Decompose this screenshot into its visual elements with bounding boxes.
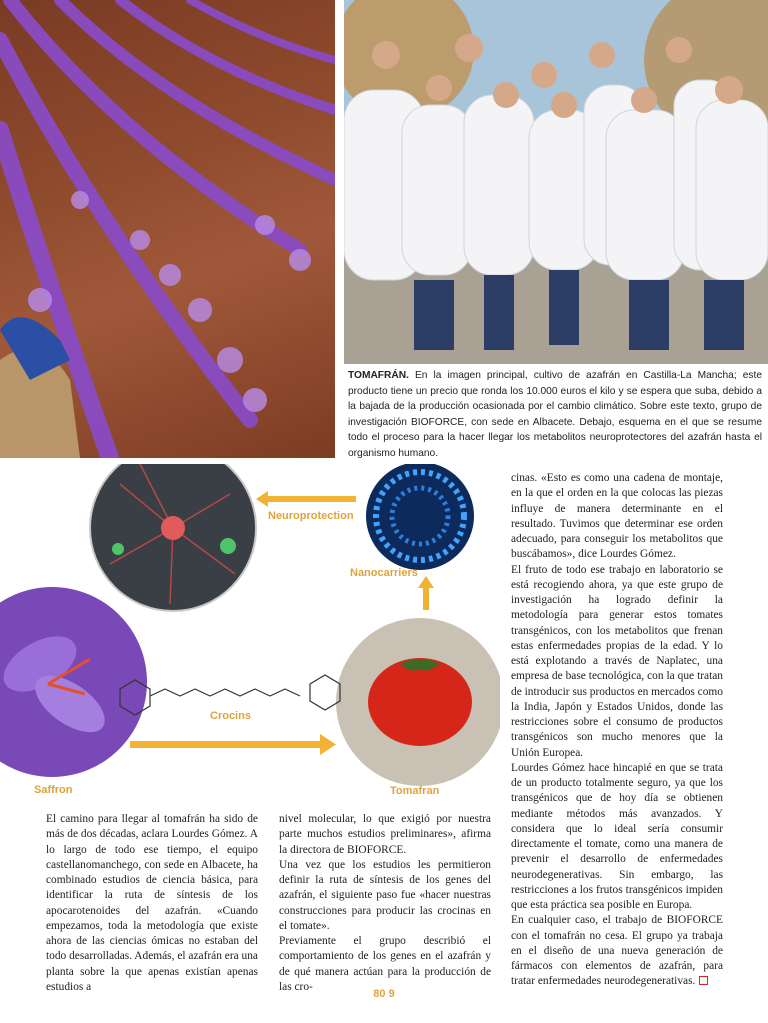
saffron-field-photo (0, 0, 335, 458)
col3-paragraph-4-text: En cualquier caso, el trabajo de BIOFORCE con el tomafrán no cesa. El grupo ya trabaja en el diseño de una nueva generación de fármacos con elementos de azafrán, para tratar enfermedades neurodegenerativas. (511, 914, 723, 988)
label-nanocarriers: Nanocarriers (350, 567, 418, 579)
arrow-tomato-to-nanocarriers (418, 576, 434, 610)
arrow-saffron-to-tomato (130, 734, 336, 755)
article-column-3 (511, 471, 723, 990)
saffron-field-illustration (0, 0, 335, 458)
research-group-photo (344, 0, 768, 364)
nanocarrier-illustration (366, 464, 474, 570)
col3-paragraph-1: cinas. «Esto es como una cadena de montaje, en la que el orden en la que colocas las piezas influye de manera determinante en el resultado. Tuvimos que determinar ese orden adecuado, para conseguir los metabolitos que buscábamos», dice Lourdes Gómez. (511, 472, 723, 561)
col3-paragraph-4 (511, 913, 723, 989)
article-column-1 (46, 812, 258, 995)
photo-caption (348, 368, 762, 462)
col2-paragraph-2: Una vez que los estudios les permitieron definir la ruta de síntesis de los genes del azafrán, el siguiente paso fue «hacer nuestras construcciones para producir las crocinas en el tomate». (279, 858, 491, 932)
end-of-article-icon (699, 976, 708, 985)
page-number: 80 9 (373, 988, 395, 1000)
article-column-2 (279, 812, 491, 995)
col3-paragraph-3: Lourdes Gómez hace hincapié en que se trata de un producto totalmente seguro, ya que los transgénicos que de hoy día se obtienen mediante métodos más avanzados. Y considera que lo ideal sería consumir directamente el tomate, como una manera de prevenir el desarrollo de enfermedades neurodegenerativas. Sin embargo, las restricciones a los frutos transgénicos impiden que esta práctica sea posible en Europa. (511, 761, 723, 911)
col2-paragraph-1: nivel molecular, lo que exigió por nuestra parte muchos estudios preliminares», afirma la directora de BIOFORCE. (279, 813, 491, 856)
col2-paragraph-3: Previamente el grupo describió el comportamiento de los genes en el azafrán y de qué manera actúan para la producción de las cro- (279, 935, 491, 993)
research-group-illustration (344, 0, 768, 364)
label-neuroprotection: Neuroprotection (268, 510, 354, 522)
label-tomafran: Tomafran (390, 785, 440, 797)
process-diagram-svg (0, 464, 500, 810)
tomato-illustration (336, 618, 500, 786)
neuron-illustration (90, 464, 256, 611)
arrow-nanocarriers-to-neuroprotection (256, 491, 356, 507)
col1-paragraph: El camino para llegar al tomafrán ha sido de más de dos décadas, aclara Lourdes Gómez. A lo largo de todo ese tiempo, el equipo castellanomanchego, con sede en Albacete, ha combinado estudios de ciencia básica, para identificar la ruta de síntesis de los apocarotenoides del azafrán. «Cuando empezamos, toda la metodología que existe ahora de las ciencias ómicas no estaban del todo desarrolladas. Además, el azafrán era una planta sobre la que apenas existían apenas estudios a (46, 813, 258, 993)
label-crocins: Crocins (210, 710, 251, 722)
col3-paragraph-2: El fruto de todo ese trabajo en laboratorio se está recogiendo ahora, ya que este grupo de investigación ha logrado definir la metodología para generar estos tomates transgénicos, con los metabolitos que frenan estas enfermedades propias de la edad. Y lo está explotando a través de Naplatec, una empresa de base tecnológica, con la que tratan de introducir sus productos en mercados como la India, Japón y Estados Unidos, donde las restricciones sobre el consumo de productos transgénicos son mucho menores que la Unión Europea. (511, 563, 723, 759)
process-diagram (0, 464, 500, 810)
caption-lead: TOMAFRÁN. (348, 370, 409, 381)
caption-text: En la imagen principal, cultivo de azafrán en Castilla-La Mancha; este producto tiene un precio que ronda los 10.000 euros el kilo y se espera que suba, debido a la bajada de la producción ocasionada por el cambio climático. Sobre este texto, grupo de investigación BIOFORCE, con sede en Albacete. Debajo, esquema en el que se resume todo el proceso para la hacer llegar los metabolitos neuroprotectores del azafrán hasta el organismo humano. (348, 370, 762, 459)
label-saffron: Saffron (34, 784, 73, 796)
crocin-molecule (120, 675, 340, 715)
saffron-flower-illustration (0, 587, 147, 777)
